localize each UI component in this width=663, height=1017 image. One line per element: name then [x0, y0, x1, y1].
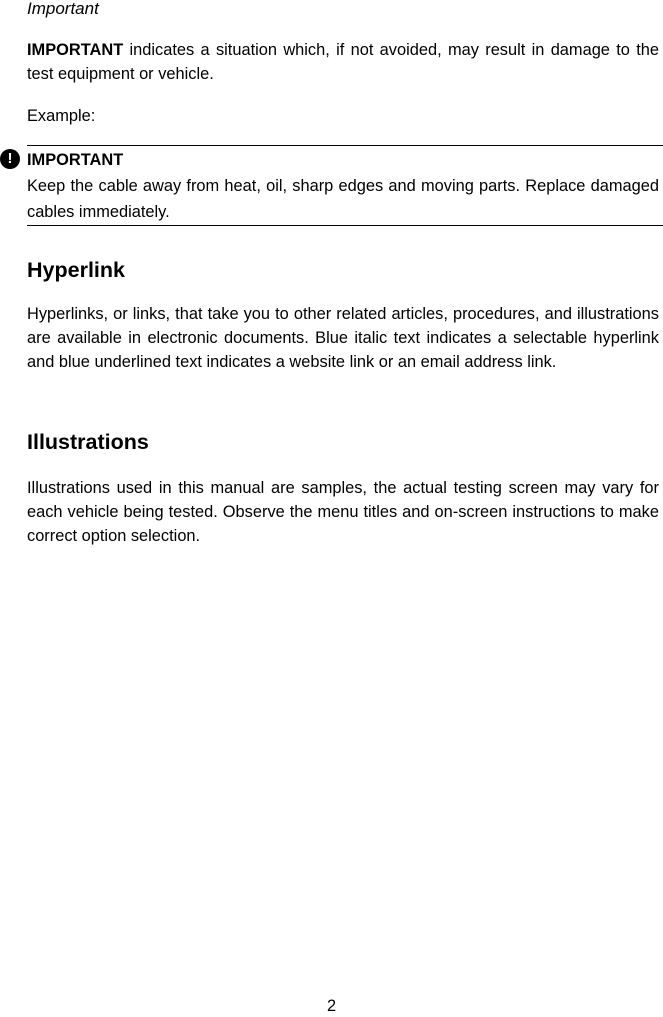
important-keyword: IMPORTANT [27, 41, 124, 59]
page-number: 2 [326, 997, 337, 1015]
illustrations-heading: Illustrations [27, 430, 149, 454]
example-label: Example: [27, 107, 96, 125]
notice-top-rule [27, 145, 663, 146]
notice-bottom-rule [27, 225, 663, 226]
important-description-text: indicates a situation which, if not avoided, may result in damage to the test equipment or vehicle. [27, 41, 659, 83]
hyperlink-heading: Hyperlink [27, 258, 125, 282]
hyperlink-body: Hyperlinks, or links, that take you to other related articles, procedures, and illustrations are available in electronic documents. Blue italic text indicates a selectable hyperlink and blue underlined text indicates a website link or an email address link. [27, 305, 659, 371]
important-description [27, 38, 659, 86]
notice-title: IMPORTANT [27, 151, 124, 169]
important-subheading: Important [27, 0, 99, 18]
illustrations-body: Illustrations used in this manual are samples, the actual testing screen may vary for each vehicle being tested. Observe the menu titles and on-screen instructions to make correct option selection. [27, 479, 659, 545]
notice-body: Keep the cable away from heat, oil, sharp edges and moving parts. Replace damaged cables immediately. [27, 177, 659, 221]
exclamation-icon: ! [0, 149, 20, 169]
